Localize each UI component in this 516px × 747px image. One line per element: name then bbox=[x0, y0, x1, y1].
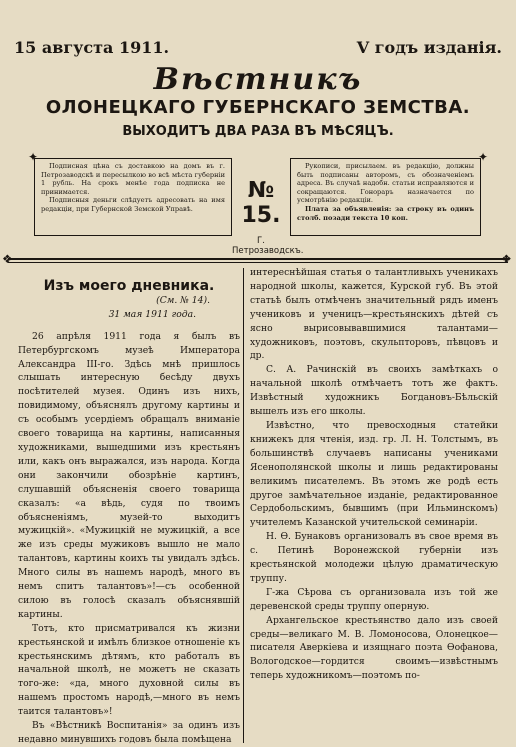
article-paragraph: интереснѣйшая статья о талантливыхъ ученикахъ народной школы, кажется, Курской губ. Въ этой статьѣ былъ отмѣченъ значительный рядъ именъ учениковъ и ученицъ—крестьянскихъ дѣтей съ ясно вырисовывавшимися талантами—художниковъ, поэтовъ, скульпторовъ, пѣвцовъ и др. bbox=[250, 267, 498, 362]
editorial-info-box bbox=[290, 158, 481, 236]
subscription-info-box bbox=[34, 158, 232, 236]
issue-number: № 15. bbox=[241, 178, 281, 228]
article-paragraph: Г-жа Сѣрова съ организовала изъ той же деревенской среды труппу оперную. bbox=[250, 586, 498, 612]
article-paragraph: Извѣстно, что превосходныя статейки книжекъ для чтенія, изд. гр. Л. Н. Толстымъ, въ большинствѣ случаевъ написаны учениками Ясенополянской школы и лишь редактированы великимъ писателемъ. Въ этомъ же родѣ есть другое замѣчательное изданіе, редактированное Сердобольскимъ, бывшимъ (при Ильминскомъ) учителемъ Казанской учительской семинаріи. bbox=[250, 419, 498, 529]
article-column-right bbox=[250, 266, 498, 683]
header-line bbox=[14, 38, 502, 57]
editorial-text: Плата за объявленія: за строку въ одинъ столб. позади текста 10 коп. bbox=[297, 204, 474, 222]
masthead-subtitle: ОЛОНЕЦКАГО ГУБЕРНСКАГО ЗЕМСТВА. bbox=[45, 97, 471, 118]
masthead-title: Вѣстникъ bbox=[153, 62, 363, 97]
year-of-issue: V годъ изданія. bbox=[356, 38, 502, 57]
ornament-icon: ❖ bbox=[2, 252, 13, 266]
ornament-icon: ✦ bbox=[478, 150, 489, 164]
column-divider bbox=[243, 268, 244, 743]
subscription-text: Подписныя деньги слѣдуетъ адресовать на имя редакціи, при Губернской Земской Управѣ. bbox=[41, 196, 225, 213]
article-paragraph: Архангельское крестьянство дало изъ своей среды—великаго М. В. Ломоносова, Олонецкое—писателя Аверкіева и изящнаго поэта Ѳофанова, Вологодское—гордится своимъ—извѣстнымъ теперь художникомъ—поэтомъ по- bbox=[250, 614, 498, 682]
masthead-frequency: ВЫХОДИТЪ ДВА РАЗА ВЪ МѢСЯЦЪ. bbox=[122, 124, 394, 139]
article-paragraph: С. А. Рачинскій въ своихъ замѣткахъ о начальной школѣ отмѣчаетъ тотъ же фактъ. Извѣстный художникъ Богдановъ-Бѣльскій вышелъ изъ его школы. bbox=[250, 364, 498, 418]
issue-date: 15 августа 1911. bbox=[14, 38, 170, 57]
issue-block bbox=[232, 178, 304, 256]
article-date: 31 мая 1911 года. bbox=[108, 308, 196, 320]
editorial-text: Рукописи, присылаем. въ редакцію, должны быть подписаны авторомъ, съ обозначеніемъ адреса. Въ случаѣ надобн. статьи исправляются и сокращаются. Гонораръ назначается по усмотрѣнію редакціи. bbox=[297, 162, 474, 205]
article-paragraph: Тотъ, кто присматривался къ жизни крестьянской и имѣлъ близкое отношеніе къ крестьянскимъ дѣтямъ, кто работалъ въ начальной школѣ, не можетъ не сказать того-же: «да, много духовной силы въ нашемъ простомъ народѣ,—много въ немъ таится талантовъ»! bbox=[18, 622, 240, 718]
ornament-icon: ✦ bbox=[28, 150, 39, 164]
divider bbox=[8, 258, 508, 260]
article-paragraph: Н. Ѳ. Бунаковъ организовалъ въ свое время въ с. Петинѣ Воронежской губерніи изъ крестьянской молодежи цѣлую драматическую труппу. bbox=[250, 531, 498, 584]
issue-city: Г. Петрозаводскъ. bbox=[232, 236, 304, 256]
article-column-left bbox=[18, 266, 240, 747]
article-paragraph: Въ «Вѣстникѣ Воспитанія» за одинъ изъ недавно минувшихъ годовъ была помѣщена bbox=[18, 720, 240, 745]
article-paragraph: 26 апрѣля 1911 года я былъ въ Петербургскомъ музеѣ Императора Александра III-го. Здѣсь мнѣ пришлось слышать интересную бесѣду двухъ посѣтителей музея. Одинъ изъ нихъ, повидимому, объяснялъ другому картины и съ особымъ усердіемъ обращалъ вниманіе своего товарища на картины, написанныя художниками, вышедшими изъ крестьянъ или, какъ онъ выражался, изъ народа. Когда они закончили обозрѣніе картинъ, слушавшій объясненія своего товарища сказалъ: «а вѣдь, судя по твоимъ объясненіямъ, музей-то выходитъ мужицкій». «Мужицкій не мужицкій, а все же изъ среды мужиковъ вышло не мало талантовъ, картины коихъ ты увидалъ здѣсь. Много силы въ нашемъ народѣ, много въ немъ спитъ талантовъ»!—съ особенной силою въ голосѣ сказалъ объяснявшій картины. bbox=[18, 330, 240, 620]
article-note: (См. № 14). bbox=[156, 294, 210, 306]
divider bbox=[8, 262, 508, 263]
subscription-text: Подписная цѣна съ доставкою на домъ въ г. Петрозаводскѣ и пересылкою во всѣ мѣста губерніи 1 рубль. На срокъ менѣе года подписка не принимается. bbox=[41, 162, 225, 196]
ornament-icon: ❖ bbox=[501, 252, 512, 266]
article-title: Изъ моего дневника. bbox=[43, 278, 215, 294]
masthead bbox=[0, 62, 516, 139]
